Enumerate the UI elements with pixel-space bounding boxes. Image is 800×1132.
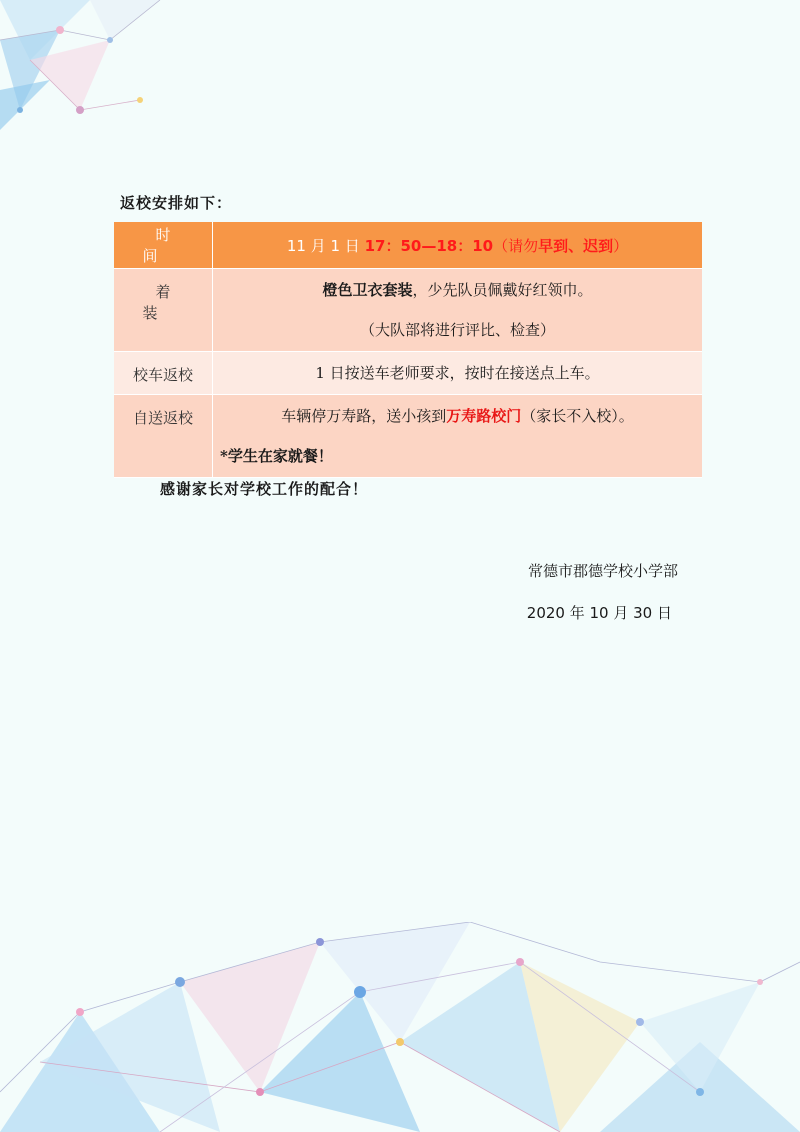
time-range: 17：50—18：10 [364,236,494,255]
section-heading: 返校安排如下： [120,194,233,212]
table-row-self [114,395,702,478]
time-date: 11 月 1 日 [286,236,365,255]
time-note-open: （请勿 [493,236,539,255]
decorative-polygon-top [0,0,200,130]
dress-emphasis: 橙色卫衣套装 [322,281,413,299]
dress-label: 着装 [114,269,213,352]
bus-label: 校车返校 [114,352,213,395]
schedule-table [114,222,702,478]
self-value [213,395,703,478]
bus-text: 1 日按送车老师要求，按时在接送点上车。 [315,364,600,382]
self-text-b: （家长不入校）。 [521,407,634,425]
self-label: 自送返校 [114,395,213,478]
bus-value [213,352,703,395]
decorative-polygon-bottom [0,922,800,1132]
time-label: 时间 [114,222,213,269]
self-text-a: 车辆停万寿路，送小孩到 [281,407,447,425]
dress-text: ，少先队员佩戴好红领巾。 [412,281,593,299]
self-note: *学生在家就餐！ [220,447,333,465]
table-row-bus [114,352,702,395]
thanks-text: 感谢家长对学校工作的配合！ [160,480,369,498]
time-note-emphasis: 早到、迟到 [538,236,614,255]
time-note-close: ） [613,236,629,255]
self-text-gate: 万寿路校门 [446,407,522,425]
time-value [213,222,703,269]
date: 2020 年 10 月 30 日 [526,604,672,622]
table-row-dress [114,269,702,352]
dress-value [213,269,703,352]
dress-note: （大队部将进行评比、检查） [359,321,555,339]
signature: 常德市郡德学校小学部 [527,562,678,580]
table-row-time [114,222,702,269]
